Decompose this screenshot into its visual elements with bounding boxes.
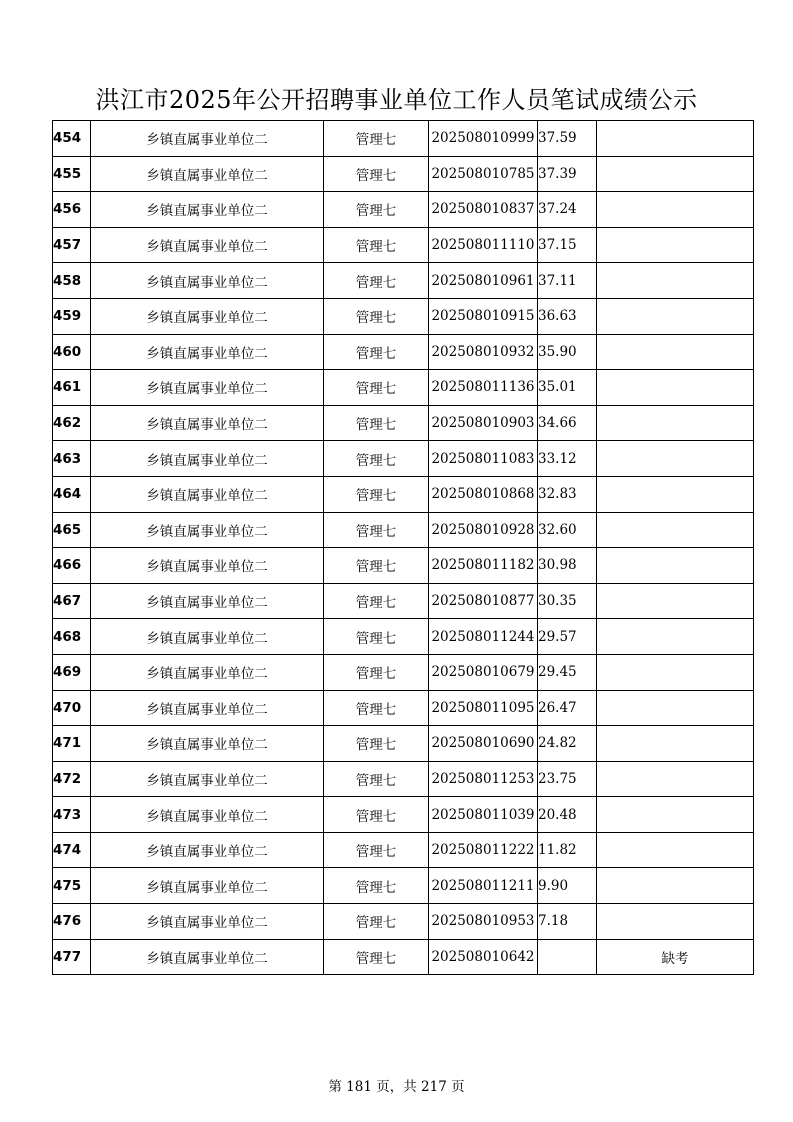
ticket-number-cell: 202508010915: [429, 298, 538, 334]
row-number: 458: [53, 263, 91, 299]
unit-cell: 乡镇直属事业单位二: [91, 761, 324, 797]
ticket-number-cell: 202508010868: [429, 476, 538, 512]
position-cell: 管理七: [324, 939, 429, 975]
unit-cell: 乡镇直属事业单位二: [91, 192, 324, 228]
row-number: 477: [53, 939, 91, 975]
unit-cell: 乡镇直属事业单位二: [91, 476, 324, 512]
table-row: [53, 939, 754, 975]
table-row: [53, 476, 754, 512]
ticket-number-cell: 202508011095: [429, 690, 538, 726]
position-cell: 管理七: [324, 512, 429, 548]
unit-cell: 乡镇直属事业单位二: [91, 939, 324, 975]
note-cell: [597, 227, 754, 263]
ticket-number-cell: 202508011110: [429, 227, 538, 263]
table-row: [53, 512, 754, 548]
score-cell: 37.39: [538, 156, 597, 192]
score-cell: 37.11: [538, 263, 597, 299]
score-cell: 24.82: [538, 726, 597, 762]
unit-cell: 乡镇直属事业单位二: [91, 227, 324, 263]
unit-cell: 乡镇直属事业单位二: [91, 654, 324, 690]
row-number: 474: [53, 832, 91, 868]
page-title: 洪江市2025年公开招聘事业单位工作人员笔试成绩公示: [95, 86, 698, 114]
row-number: 457: [53, 227, 91, 263]
row-number: 470: [53, 690, 91, 726]
score-cell: 36.63: [538, 298, 597, 334]
score-cell: 30.35: [538, 583, 597, 619]
table-row: [53, 832, 754, 868]
table-row: [53, 548, 754, 584]
ticket-number-cell: 202508010928: [429, 512, 538, 548]
note-cell: [597, 726, 754, 762]
note-cell: [597, 263, 754, 299]
row-number: 463: [53, 441, 91, 477]
row-number: 456: [53, 192, 91, 228]
score-cell: 7.18: [538, 904, 597, 940]
position-cell: 管理七: [324, 441, 429, 477]
unit-cell: 乡镇直属事业单位二: [91, 583, 324, 619]
score-cell: 20.48: [538, 797, 597, 833]
position-cell: 管理七: [324, 548, 429, 584]
unit-cell: 乡镇直属事业单位二: [91, 370, 324, 406]
ticket-number-cell: 202508010903: [429, 405, 538, 441]
table-row: [53, 227, 754, 263]
table-row: [53, 334, 754, 370]
note-cell: [597, 512, 754, 548]
note-cell: [597, 334, 754, 370]
ticket-number-cell: 202508010642: [429, 939, 538, 975]
ticket-number-cell: 202508011211: [429, 868, 538, 904]
note-cell: [597, 797, 754, 833]
note-cell: [597, 192, 754, 228]
position-cell: 管理七: [324, 761, 429, 797]
ticket-number-cell: 202508010690: [429, 726, 538, 762]
unit-cell: 乡镇直属事业单位二: [91, 619, 324, 655]
note-cell: [597, 298, 754, 334]
ticket-number-cell: 202508010785: [429, 156, 538, 192]
position-cell: 管理七: [324, 690, 429, 726]
table-row: [53, 441, 754, 477]
score-cell: 26.47: [538, 690, 597, 726]
unit-cell: 乡镇直属事业单位二: [91, 441, 324, 477]
row-number: 471: [53, 726, 91, 762]
table-row: [53, 654, 754, 690]
row-number: 475: [53, 868, 91, 904]
ticket-number-cell: 202508010932: [429, 334, 538, 370]
row-number: 472: [53, 761, 91, 797]
unit-cell: 乡镇直属事业单位二: [91, 548, 324, 584]
position-cell: 管理七: [324, 227, 429, 263]
position-cell: 管理七: [324, 121, 429, 157]
score-cell: 37.59: [538, 121, 597, 157]
note-cell: [597, 619, 754, 655]
position-cell: 管理七: [324, 832, 429, 868]
note-cell: [597, 121, 754, 157]
score-cell: 29.57: [538, 619, 597, 655]
note-cell: [597, 832, 754, 868]
table-row: [53, 690, 754, 726]
position-cell: 管理七: [324, 904, 429, 940]
score-cell: 33.12: [538, 441, 597, 477]
unit-cell: 乡镇直属事业单位二: [91, 726, 324, 762]
note-cell: [597, 690, 754, 726]
table-row: [53, 619, 754, 655]
ticket-number-cell: 202508011083: [429, 441, 538, 477]
ticket-number-cell: 202508011244: [429, 619, 538, 655]
ticket-number-cell: 202508011222: [429, 832, 538, 868]
table-row: [53, 263, 754, 299]
unit-cell: 乡镇直属事业单位二: [91, 690, 324, 726]
row-number: 476: [53, 904, 91, 940]
position-cell: 管理七: [324, 868, 429, 904]
row-number: 465: [53, 512, 91, 548]
unit-cell: 乡镇直属事业单位二: [91, 904, 324, 940]
note-cell: [597, 476, 754, 512]
row-number: 469: [53, 654, 91, 690]
score-table-body: [53, 121, 754, 975]
unit-cell: 乡镇直属事业单位二: [91, 121, 324, 157]
ticket-number-cell: 202508010953: [429, 904, 538, 940]
position-cell: 管理七: [324, 726, 429, 762]
position-cell: 管理七: [324, 797, 429, 833]
position-cell: 管理七: [324, 334, 429, 370]
position-cell: 管理七: [324, 263, 429, 299]
table-row: [53, 405, 754, 441]
score-cell: 34.66: [538, 405, 597, 441]
note-cell: [597, 654, 754, 690]
position-cell: 管理七: [324, 405, 429, 441]
score-cell: 32.60: [538, 512, 597, 548]
table-row: [53, 121, 754, 157]
table-row: [53, 797, 754, 833]
ticket-number-cell: 202508011182: [429, 548, 538, 584]
note-cell: [597, 156, 754, 192]
score-cell: [538, 939, 597, 975]
score-cell: 37.24: [538, 192, 597, 228]
table-row: [53, 761, 754, 797]
position-cell: 管理七: [324, 476, 429, 512]
score-cell: 11.82: [538, 832, 597, 868]
score-cell: 29.45: [538, 654, 597, 690]
score-cell: 9.90: [538, 868, 597, 904]
ticket-number-cell: 202508010961: [429, 263, 538, 299]
table-row: [53, 370, 754, 406]
table-row: [53, 726, 754, 762]
row-number: 461: [53, 370, 91, 406]
ticket-number-cell: 202508010877: [429, 583, 538, 619]
score-cell: 35.90: [538, 334, 597, 370]
score-table: [52, 120, 754, 975]
row-number: 462: [53, 405, 91, 441]
table-row: [53, 298, 754, 334]
unit-cell: 乡镇直属事业单位二: [91, 298, 324, 334]
ticket-number-cell: 202508010999: [429, 121, 538, 157]
note-cell: [597, 370, 754, 406]
score-cell: 23.75: [538, 761, 597, 797]
ticket-number-cell: 202508011253: [429, 761, 538, 797]
unit-cell: 乡镇直属事业单位二: [91, 334, 324, 370]
position-cell: 管理七: [324, 654, 429, 690]
table-row: [53, 156, 754, 192]
score-cell: 37.15: [538, 227, 597, 263]
row-number: 459: [53, 298, 91, 334]
unit-cell: 乡镇直属事业单位二: [91, 263, 324, 299]
note-cell: [597, 761, 754, 797]
table-row: [53, 192, 754, 228]
unit-cell: 乡镇直属事业单位二: [91, 156, 324, 192]
note-cell: [597, 868, 754, 904]
page-footer: 第 181 页，共 217 页: [328, 1079, 465, 1095]
unit-cell: 乡镇直属事业单位二: [91, 405, 324, 441]
note-cell: [597, 405, 754, 441]
score-cell: 32.83: [538, 476, 597, 512]
row-number: 455: [53, 156, 91, 192]
ticket-number-cell: 202508011136: [429, 370, 538, 406]
unit-cell: 乡镇直属事业单位二: [91, 797, 324, 833]
position-cell: 管理七: [324, 192, 429, 228]
position-cell: 管理七: [324, 298, 429, 334]
row-number: 468: [53, 619, 91, 655]
score-cell: 35.01: [538, 370, 597, 406]
row-number: 467: [53, 583, 91, 619]
unit-cell: 乡镇直属事业单位二: [91, 832, 324, 868]
row-number: 464: [53, 476, 91, 512]
row-number: 460: [53, 334, 91, 370]
unit-cell: 乡镇直属事业单位二: [91, 512, 324, 548]
ticket-number-cell: 202508010679: [429, 654, 538, 690]
ticket-number-cell: 202508011039: [429, 797, 538, 833]
table-row: [53, 583, 754, 619]
note-cell: [597, 904, 754, 940]
score-cell: 30.98: [538, 548, 597, 584]
note-cell: 缺考: [597, 939, 754, 975]
note-cell: [597, 583, 754, 619]
position-cell: 管理七: [324, 583, 429, 619]
table-row: [53, 868, 754, 904]
position-cell: 管理七: [324, 156, 429, 192]
ticket-number-cell: 202508010837: [429, 192, 538, 228]
row-number: 454: [53, 121, 91, 157]
note-cell: [597, 441, 754, 477]
row-number: 473: [53, 797, 91, 833]
position-cell: 管理七: [324, 619, 429, 655]
position-cell: 管理七: [324, 370, 429, 406]
table-row: [53, 904, 754, 940]
note-cell: [597, 548, 754, 584]
row-number: 466: [53, 548, 91, 584]
unit-cell: 乡镇直属事业单位二: [91, 868, 324, 904]
